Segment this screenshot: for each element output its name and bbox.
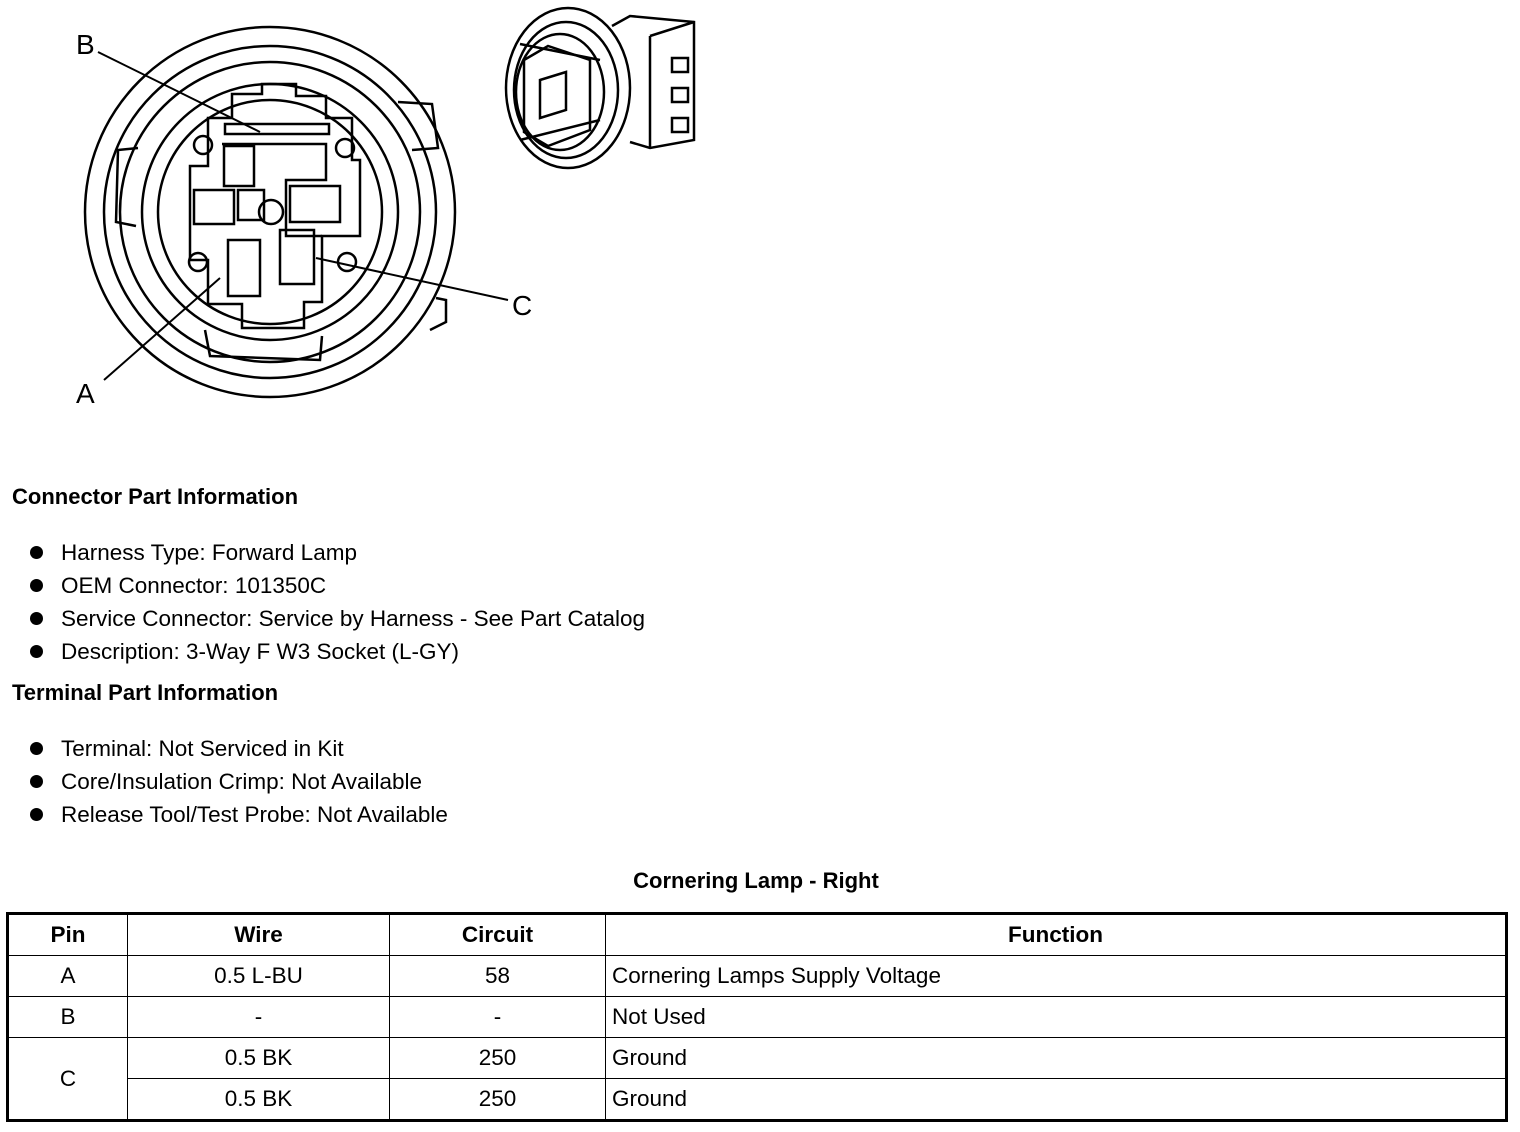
bullet-icon — [30, 612, 43, 625]
header-function: Function — [606, 914, 1507, 956]
table-row — [8, 1038, 1507, 1079]
cell-circuit: 58 — [390, 956, 606, 997]
callout-leaders — [98, 52, 508, 380]
cell-function: Ground — [606, 1079, 1507, 1121]
table-title: Cornering Lamp - Right — [633, 868, 879, 893]
list-item: Release Tool/Test Probe: Not Available — [30, 798, 448, 831]
table-row — [8, 997, 1507, 1038]
callout-b: B — [76, 29, 95, 60]
cell-pin: A — [8, 956, 128, 997]
terminal-info-title: Terminal Part Information — [12, 680, 279, 705]
terminal-info-list — [30, 732, 448, 831]
callout-c: C — [512, 290, 533, 321]
header-wire: Wire — [128, 914, 390, 956]
cell-circuit: 250 — [390, 1079, 606, 1121]
header-circuit: Circuit — [390, 914, 606, 956]
bullet-icon — [30, 742, 43, 755]
pinout-table — [6, 912, 1508, 1122]
cell-wire: 0.5 BK — [128, 1038, 390, 1079]
bullet-icon — [30, 775, 43, 788]
list-item: Terminal: Not Serviced in Kit — [30, 732, 448, 765]
connector-info-list — [30, 536, 645, 668]
cell-function: Cornering Lamps Supply Voltage — [606, 956, 1507, 997]
bullet-icon — [30, 645, 43, 658]
list-item: Service Connector: Service by Harness - See Part Catalog — [30, 602, 645, 635]
connector-face-drawing — [85, 27, 455, 397]
table-row — [8, 956, 1507, 997]
list-item: Description: 3-Way F W3 Socket (L-GY) — [30, 635, 645, 668]
list-item: Core/Insulation Crimp: Not Available — [30, 765, 448, 798]
list-item: Harness Type: Forward Lamp — [30, 536, 645, 569]
socket-illustration — [506, 8, 694, 168]
list-item: OEM Connector: 101350C — [30, 569, 645, 602]
cell-circuit: - — [390, 997, 606, 1038]
bullet-icon — [30, 579, 43, 592]
cell-circuit: 250 — [390, 1038, 606, 1079]
cell-function: Ground — [606, 1038, 1507, 1079]
cell-function: Not Used — [606, 997, 1507, 1038]
connector-info-title: Connector Part Information — [12, 484, 299, 509]
bullet-icon — [30, 808, 43, 821]
cell-pin: B — [8, 997, 128, 1038]
callout-a: A — [76, 378, 95, 409]
cell-wire: - — [128, 997, 390, 1038]
header-pin: Pin — [8, 914, 128, 956]
cell-pin: C — [8, 1038, 128, 1121]
cell-wire: 0.5 BK — [128, 1079, 390, 1121]
cell-wire: 0.5 L-BU — [128, 956, 390, 997]
table-header-row — [8, 914, 1507, 956]
bullet-icon — [30, 546, 43, 559]
table-row — [8, 1079, 1507, 1121]
connector-diagram — [0, 0, 720, 430]
